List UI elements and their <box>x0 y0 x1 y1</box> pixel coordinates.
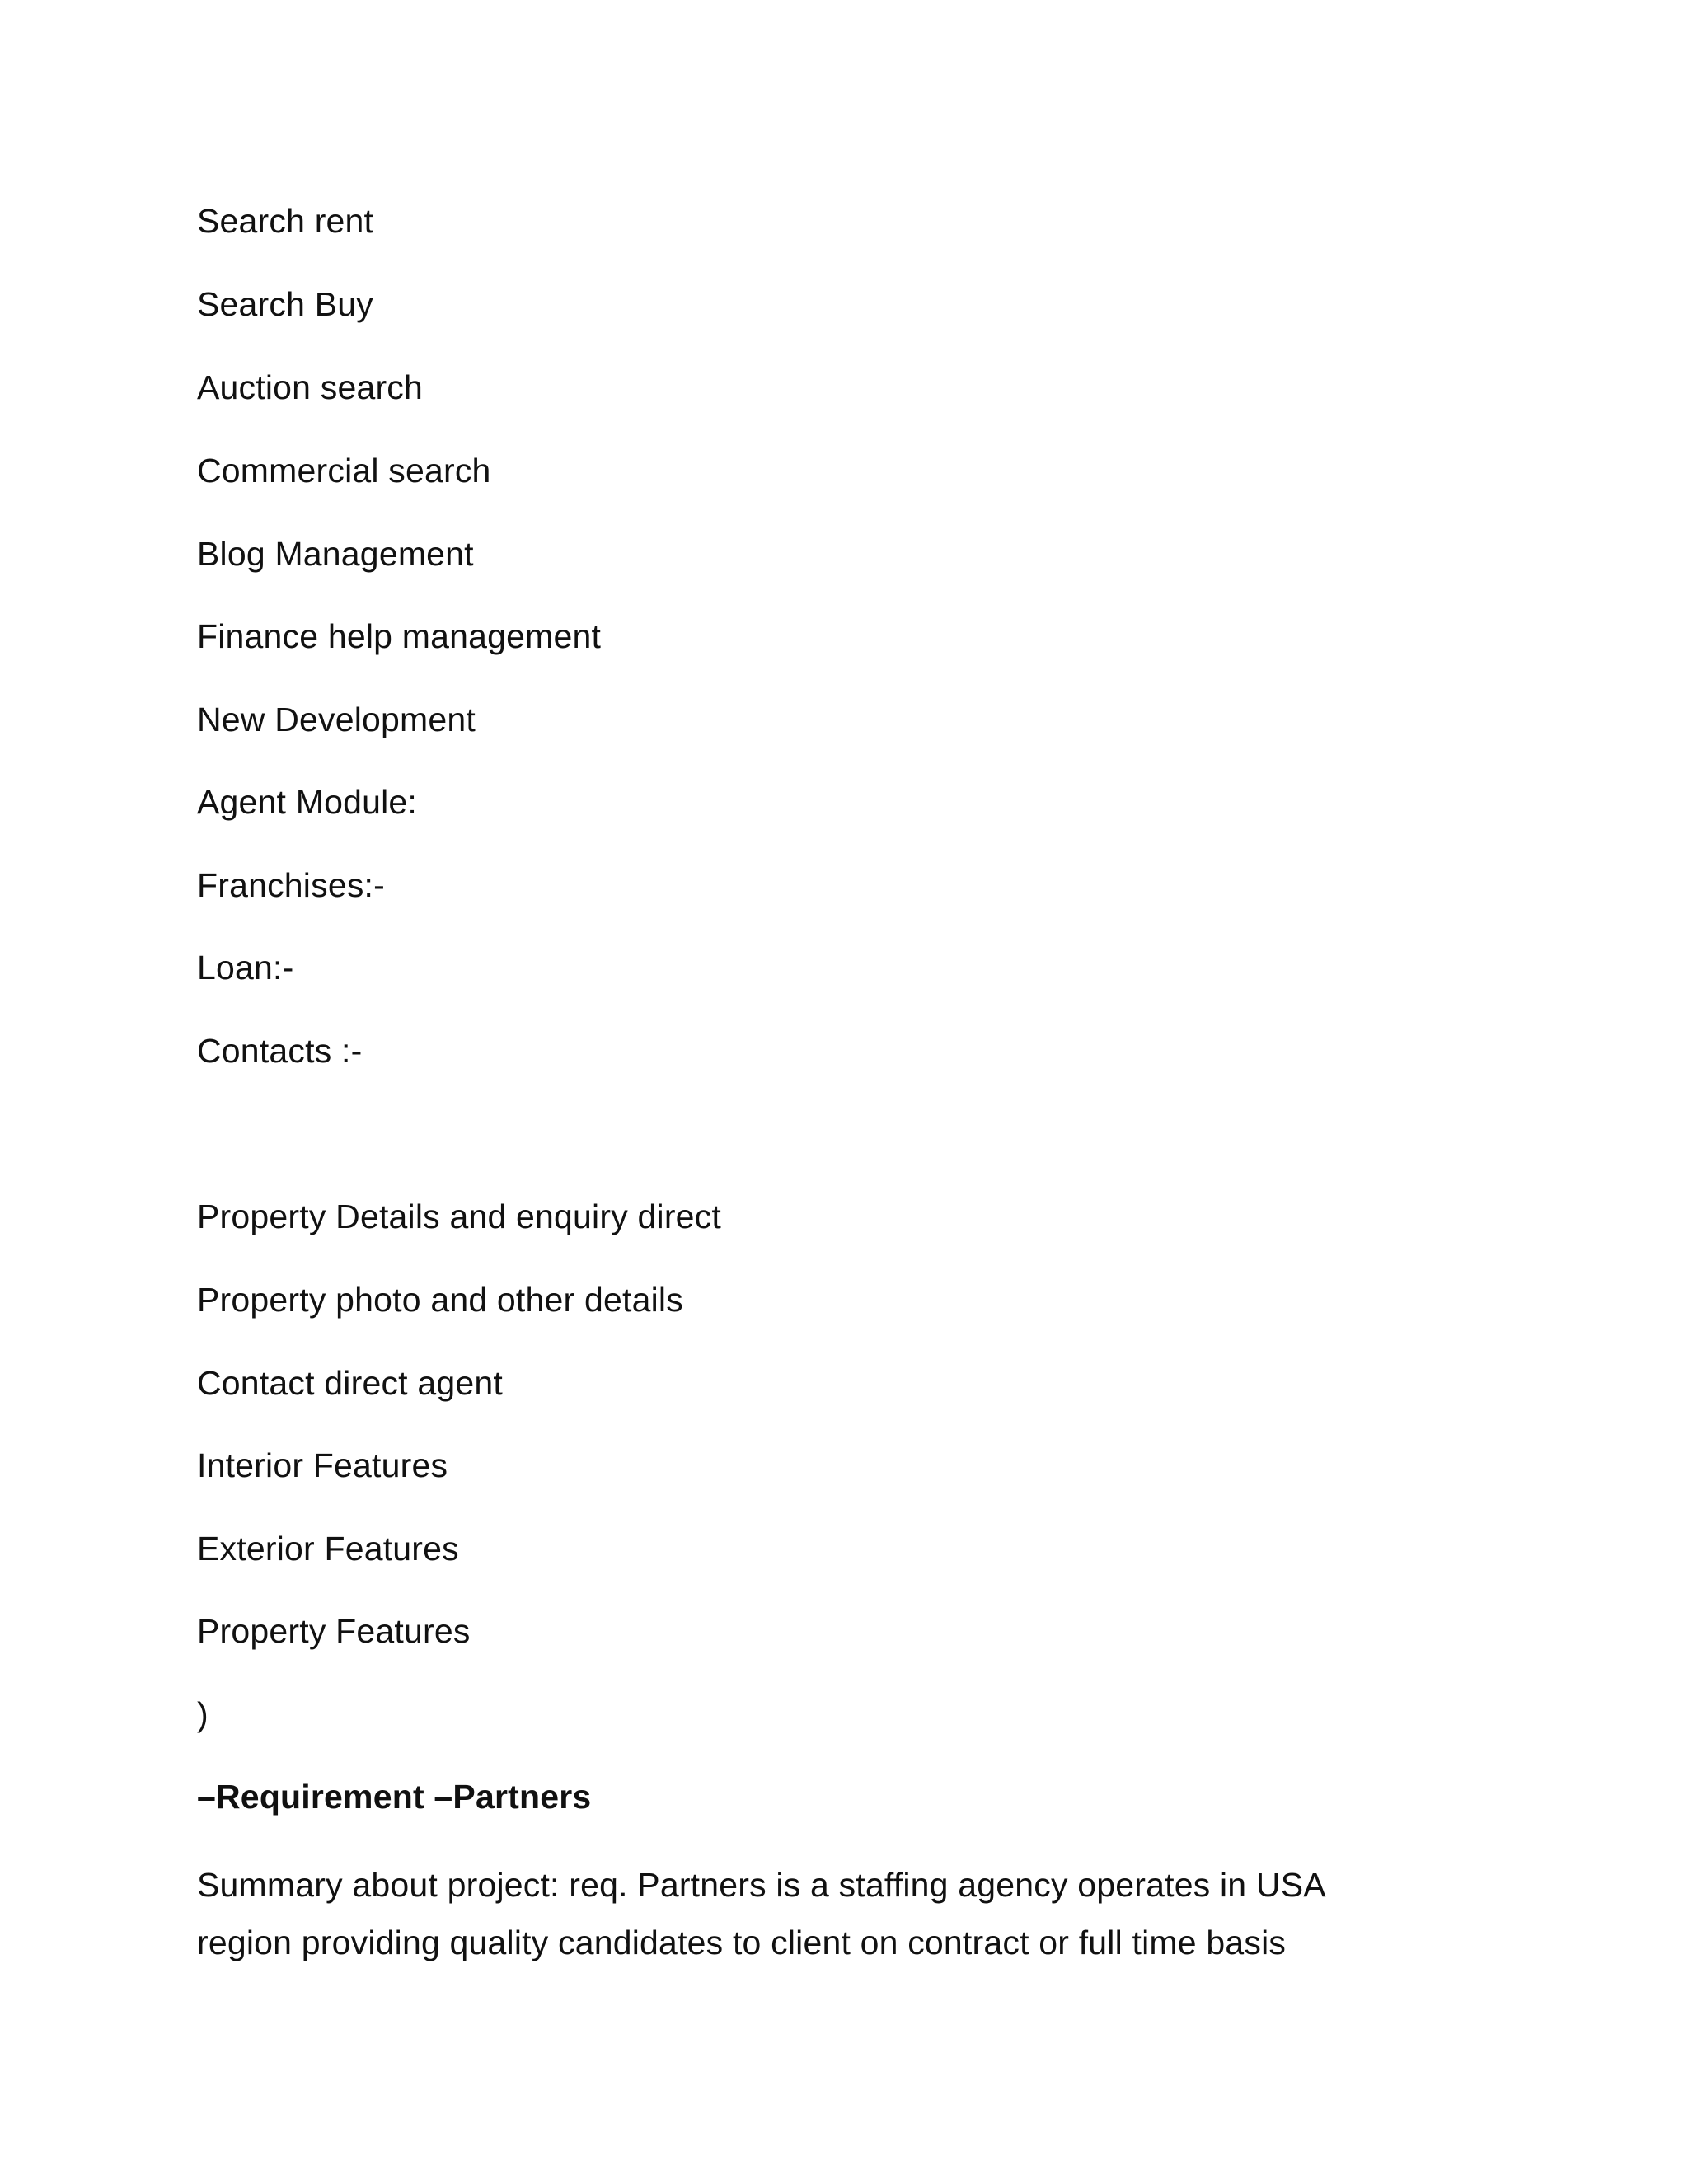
text-line-search-buy: Search Buy <box>197 285 373 323</box>
text-line-finance-help: Finance help management <box>197 617 602 655</box>
text-line-interior-features: Interior Features <box>197 1446 448 1484</box>
text-line-property-details: Property Details and enquiry direct <box>197 1197 721 1235</box>
text-line-exterior-features: Exterior Features <box>197 1530 459 1568</box>
summary-line-2: region providing quality candidates to client on contract or full time basis <box>197 1924 1287 1961</box>
text-line-paren: ) <box>197 1695 209 1733</box>
text-line-new-development: New Development <box>197 701 476 738</box>
text-line-search-rent: Search rent <box>197 202 374 240</box>
text-line-auction-search: Auction search <box>197 368 424 406</box>
text-line-franchises: Franchises:- <box>197 866 385 904</box>
summary-line-1: Summary about project: req. Partners is a staffing agency operates in USA <box>197 1866 1326 1904</box>
text-line-contact-agent: Contact direct agent <box>197 1364 503 1402</box>
text-line-agent-module: Agent Module: <box>197 783 417 821</box>
text-line-property-photo: Property photo and other details <box>197 1281 683 1319</box>
text-line-property-features: Property Features <box>197 1612 471 1650</box>
text-line-blog-management: Blog Management <box>197 535 474 573</box>
summary-paragraph <box>197 1856 1450 1971</box>
text-line-loan: Loan:- <box>197 949 294 987</box>
text-line-commercial-search: Commercial search <box>197 452 491 490</box>
section-heading: –Requirement –Partners <box>197 1778 592 1816</box>
text-line-contacts: Contacts :- <box>197 1032 363 1070</box>
